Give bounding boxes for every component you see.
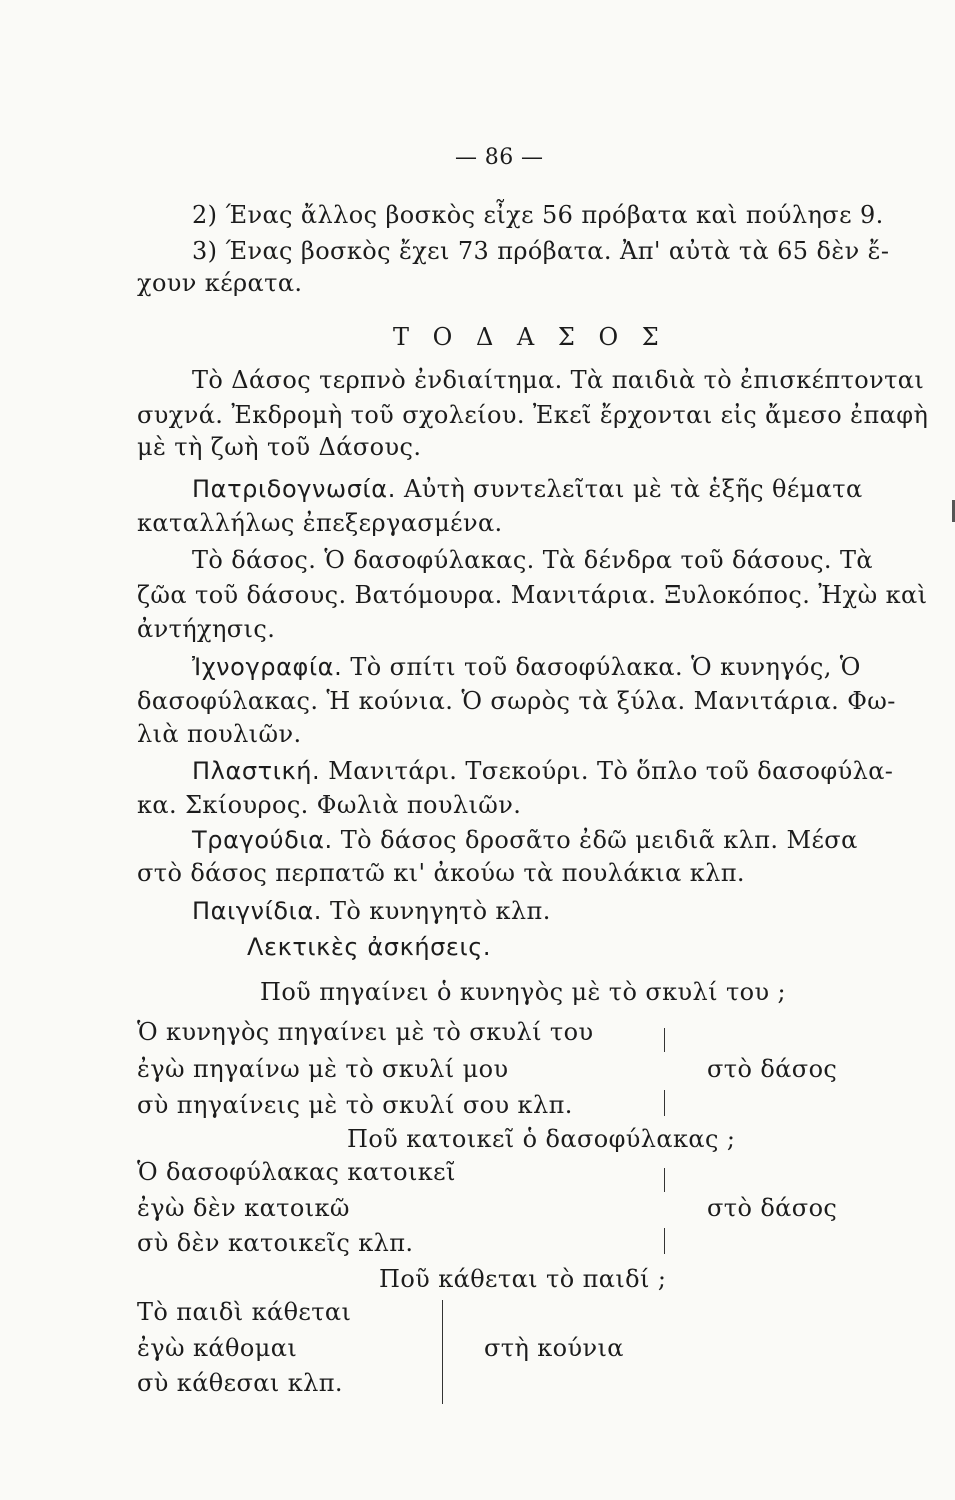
exercise3-line1: Τὸ παιδὶ κάθεται [137, 1298, 352, 1326]
exercise2-answer: στὸ δάσος [707, 1194, 838, 1222]
paignidia-heading: Παιγνίδια. [192, 897, 322, 925]
tragoudia-heading: Τραγούδια. [192, 826, 333, 854]
exercise1-line2: ἐγὼ πηγαίνω μὲ τὸ σκυλί μου [137, 1055, 509, 1083]
problem-3-line2: χουν κέρατα. [137, 269, 303, 297]
patridognosia-line2: καταλλήλως ἐπεξεργασμένα. [137, 509, 503, 537]
exercise2-line2: ἐγὼ δὲν κατοικῶ [137, 1194, 350, 1222]
tragoudia-text: Τὸ δάσος δροσᾶτο ἐδῶ μειδιᾶ κλπ. Μέσα [332, 826, 858, 854]
plastiki-line2: κα. Σκίουρος. Φωλιὰ πουλιῶν. [137, 791, 522, 819]
exercise1-answer: στὸ δάσος [707, 1055, 838, 1083]
exercise3-answer: στὴ κούνια [484, 1334, 624, 1362]
problem-3-line1: 3) Ένας βοσκὸς ἔχει 73 πρόβατα. Ἀπ' αὐτὰ τὰ 65 δὲν ἔ- [192, 237, 890, 265]
ichnografia-line3: λιὰ πουλιῶν. [137, 720, 302, 748]
exercises-heading: Λεκτικὲς ἀσκήσεις. [247, 933, 492, 961]
ichnografia-line2: δασοφύλακας. Ἡ κούνια. Ὁ σωρὸς τὰ ξύλα. Μανιτάρια. Φω- [137, 687, 896, 715]
plastiki-line1 [192, 756, 893, 786]
exercise1-line1: Ὁ κυνηγὸς πηγαίνει μὲ τὸ σκυλί του [137, 1018, 594, 1046]
exercise3-line3: σὺ κάθεσαι κλπ. [137, 1369, 343, 1397]
exercise2-brace-bottom [664, 1228, 665, 1254]
plastiki-heading: Πλαστική. [192, 757, 321, 785]
patridognosia-line1 [192, 474, 863, 504]
ichnografia-text: Τὸ σπίτι τοῦ δασοφύλακα. Ὁ κυνηγός, Ὁ [342, 653, 861, 681]
ichnografia-heading: Ἰχνογραφία. [192, 653, 343, 681]
section-title: Τ Ο Δ Α Σ Ο Σ [393, 323, 667, 351]
intro-line2: συχνά. Ἐκδρομὴ τοῦ σχολείου. Ἐκεῖ ἔρχονται εἰς ἄμεσο ἐπαφὴ [137, 401, 929, 429]
exercise1-brace-bottom [664, 1090, 665, 1116]
plastiki-text: Μανιτάρι. Τσεκούρι. Τὸ ὅπλο τοῦ δασοφύλα- [320, 757, 894, 785]
exercise3-brace [442, 1300, 443, 1404]
patridognosia-heading: Πατριδογνωσία. [192, 475, 396, 503]
paignidia-text: Τὸ κυνηγητὸ κλπ. [321, 897, 551, 925]
exercise1-brace-top [664, 1028, 665, 1052]
problem-2: 2) Ένας ἄλλος βοσκὸς εἶχε 56 πρόβατα καὶ πούλησε 9. [192, 201, 884, 229]
exercise2-brace-top [664, 1168, 665, 1192]
exercise1-line3: σὺ πηγαίνεις μὲ τὸ σκυλί σου κλπ. [137, 1091, 573, 1119]
patridognosia-line3: Τὸ δάσος. Ὁ δασοφύλακας. Τὰ δένδρα τοῦ δάσους. Τὰ [192, 546, 873, 574]
intro-line1: Τὸ Δάσος τερπνὸ ἐνδιαίτημα. Τὰ παιδιὰ τὸ ἐπισκέπτονται [192, 366, 925, 394]
exercise2-line1: Ὁ δασοφύλακας κατοικεῖ [137, 1158, 456, 1186]
exercise2-question: Ποῦ κατοικεῖ ὁ δασοφύλακας ; [347, 1125, 736, 1153]
patridognosia-line4: ζῶα τοῦ δάσους. Βατόμουρα. Μανιτάρια. Ξυλοκόπος. Ἠχὼ καὶ [137, 581, 928, 609]
exercise3-question: Ποῦ κάθεται τὸ παιδί ; [379, 1265, 667, 1293]
patridognosia-text: Αὐτὴ συντελεῖται μὲ τὰ ἑξῆς θέματα [395, 475, 863, 503]
intro-line3: μὲ τὴ ζωὴ τοῦ Δάσους. [137, 433, 422, 461]
exercise1-question: Ποῦ πηγαίνει ὁ κυνηγὸς μὲ τὸ σκυλί του ; [260, 978, 786, 1006]
exercise2-line3: σὺ δὲν κατοικεῖς κλπ. [137, 1229, 414, 1257]
exercise3-line2: ἐγὼ κάθομαι [137, 1334, 298, 1362]
ichnografia-line1 [192, 652, 861, 682]
tragoudia-line1 [192, 825, 858, 855]
paignidia-line1 [192, 896, 551, 926]
tragoudia-line2: στὸ δάσος περπατῶ κι' ἀκούω τὰ πουλάκια κλπ. [137, 859, 745, 887]
page-number: — 86 — [455, 145, 544, 170]
patridognosia-line5: ἀντήχησις. [137, 615, 276, 643]
